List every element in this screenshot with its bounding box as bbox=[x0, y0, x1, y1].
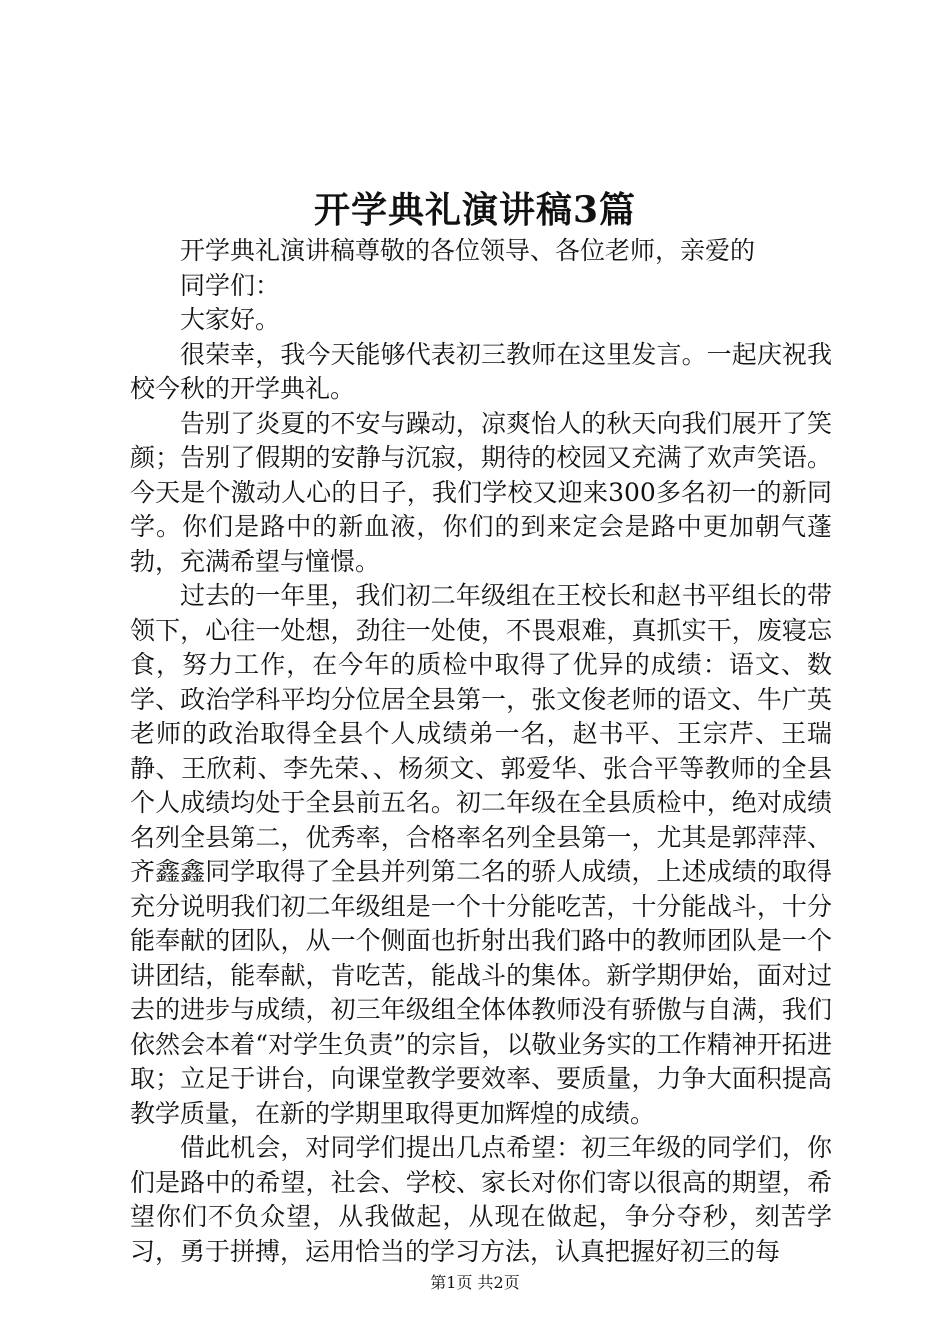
intro-line: 开学典礼演讲稿尊敬的各位领导、各位老师，亲爱的 bbox=[180, 236, 756, 265]
document-title: 开学典礼演讲稿3篇 bbox=[313, 189, 637, 231]
paragraph: 告别了炎夏的不安与躁动，凉爽怡人的秋天向我们展开了笑颜；告别了假期的安静与沉寂，期待的校园又充满了欢声笑语。今天是个激动人心的日子，我们学校又迎来300多名初一的新同学。你们是路中的新血液，你们的到来定会是路中更加朝气蓬勃，充满希望与憧憬。 bbox=[130, 408, 832, 576]
greeting-line: 大家好。 bbox=[180, 305, 281, 334]
intro-line: 同学们： bbox=[180, 270, 281, 300]
page-footer: 第1页 共2页 bbox=[430, 1273, 520, 1292]
document-body bbox=[130, 234, 832, 1269]
paragraph: 借此机会，对同学们提出几点希望：初三年级的同学们，你们是路中的希望，社会、学校、家长对你们寄以很高的期望，希望你们不负众望，从我做起，从现在做起，争分夺秒，刻苦学习，勇于拼搏，运用恰当的学习方法，认真把握好初三的每 bbox=[130, 1133, 832, 1266]
paragraph: 过去的一年里，我们初二年级组在王校长和赵书平组长的带领下，心往一处想，劲往一处使，不畏艰难，真抓实干，废寝忘食，努力工作，在今年的质检中取得了优异的成绩：语文、数学、政治学科平均分位居全县第一，张文俊老师的语文、牛广英老师的政治取得全县个人成绩弟一名，赵书平、王宗芹、王瑞静、王欣莉、李先荣、、杨须文、郭爱华、张合平等教师的全县个人成绩均处于全县前五名。初二年级在全县质检中，绝对成绩名列全县第二，优秀率，合格率名列全县第一，尤其是郭萍萍、齐鑫鑫同学取得了全县并列第二名的骄人成绩，上述成绩的取得充分说明我们初二年级组是一个十分能吃苦，十分能战斗，十分能奉献的团队，从一个侧面也折射出我们路中的教师团队是一个讲团结，能奉献，肯吃苦，能战斗的集体。新学期伊始，面对过去的进步与成绩，初三年级组全体体教师没有骄傲与自满，我们依然会本着“对学生负责”的宗旨，以敬业务实的工作精神开拓进取；立足于讲台，向课堂教学要效率、要质量，力争大面积提高教学质量，在新的学期里取得更加辉煌的成绩。 bbox=[130, 581, 832, 1128]
paragraph: 很荣幸，我今天能够代表初三教师在这里发言。一起庆祝我校今秋的开学典礼。 bbox=[130, 339, 832, 403]
